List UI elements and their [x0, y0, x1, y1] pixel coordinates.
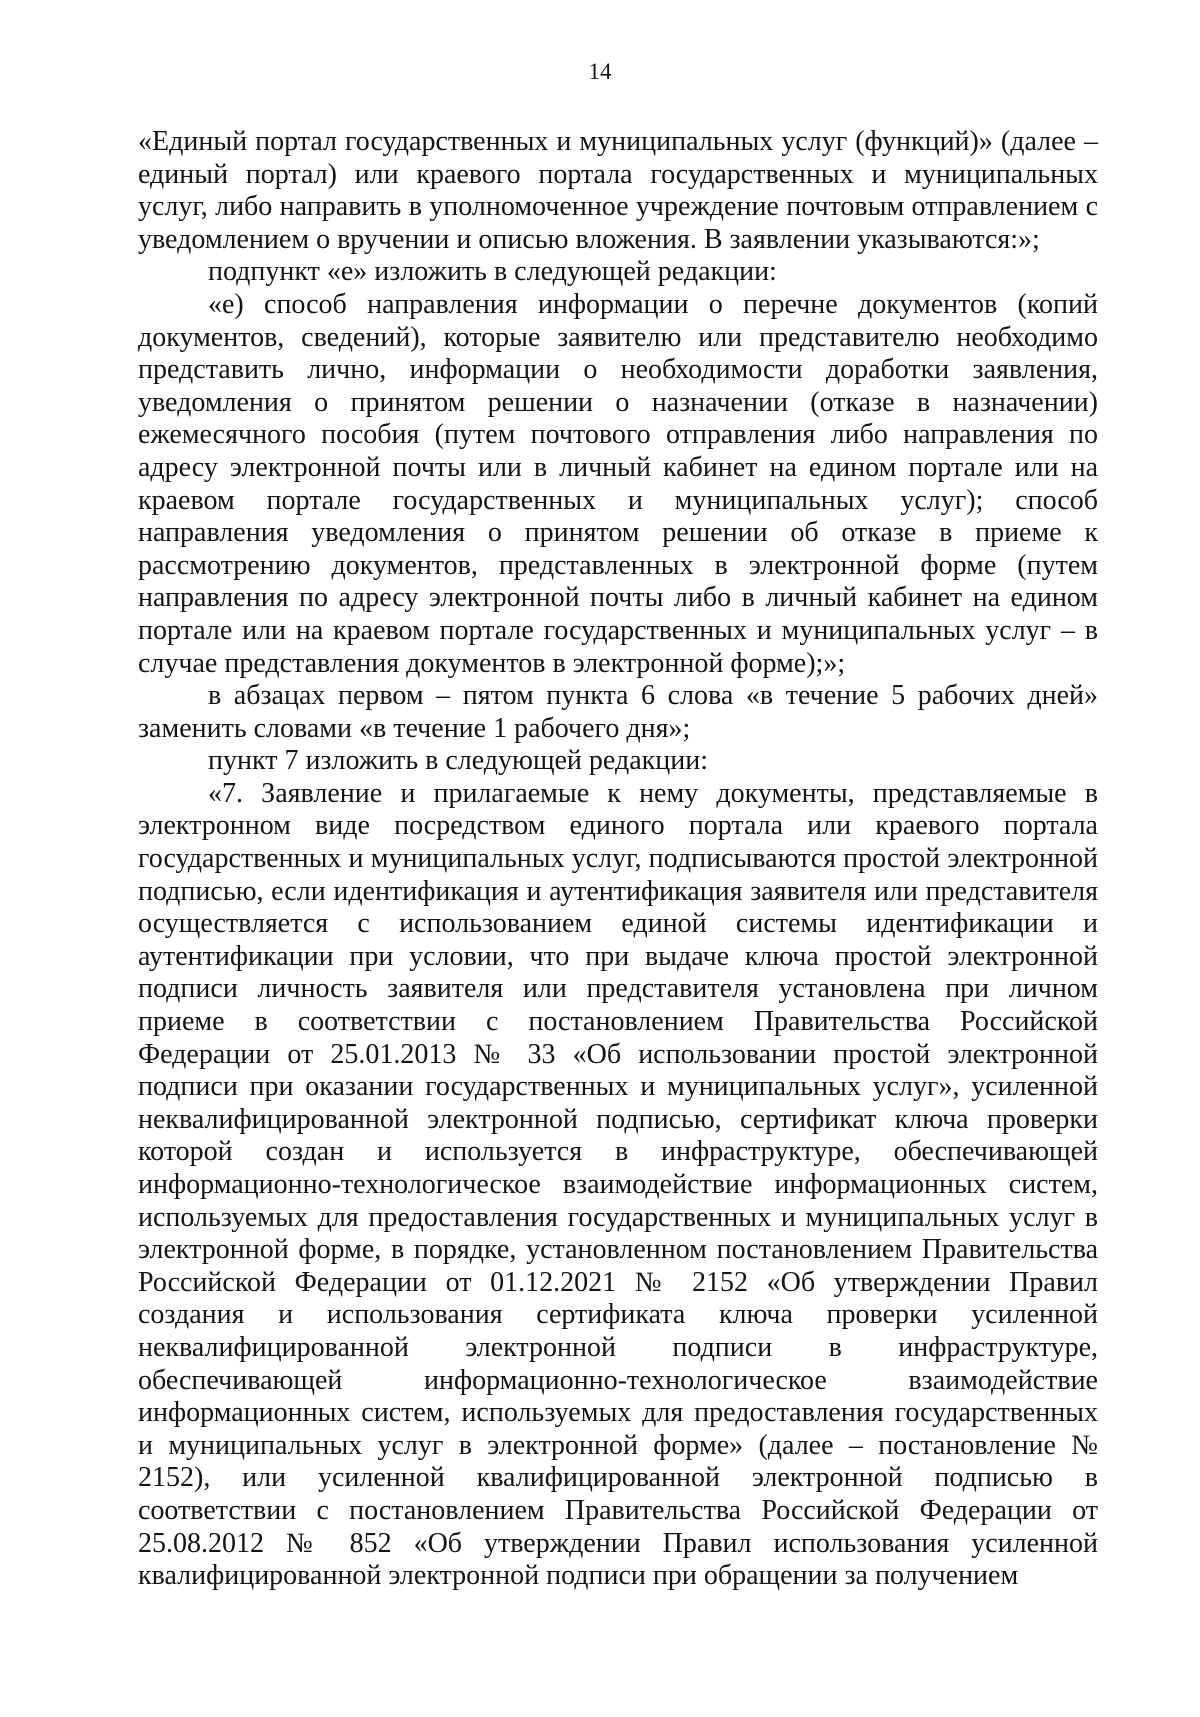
paragraph-item-7-text: «7. Заявление и прилагаемые к нему документы, представляемые в электронном виде посредством единого портала или краевого портала государственных и муниципальных услуг, подписываются простой электронной подписью, если идентификация и аутентификация заявителя или представителя осуществляется с использованием единой системы идентификации и аутентификации при условии, что при выдаче ключа простой электронной подписи личность заявителя или представителя установлена при личном приеме в соответствии с постановлением Правительства Российской Федерации от 25.01.2013 № 33 «Об использовании простой электронной подписи при оказании государственных и муниципальных услуг», усиленной неквалифицированной электронной подписью, сертификат ключа проверки которой создан и используется в инфраструктуре, обеспечивающей информационно-технологическое взаимодействие информационных систем, используемых для предоставления государственных и муниципальных услуг в электронной форме, в порядке, установленном постановлением Правительства Российской Федерации от 01.12.2021 № 2152 «Об утверждении Правил создания и использования сертификата ключа проверки усиленной неквалифицированной электронной подписи в инфраструктуре, обеспечивающей информационно-технологическое взаимодействие информационных систем, используемых для предоставления государственных и муниципальных услуг в электронной форме» (далее – постановление № 2152), или усиленной квалифицированной электронной подписью в соответствии с постановлением Правительства Российской Федерации от 25.08.2012 № 852 «Об утверждении Правил использования усиленной квалифицированной электронной подписи при обращении за получением	[138, 777, 1098, 1592]
paragraph-item-7-instruction: пункт 7 изложить в следующей редакции:	[208, 745, 708, 777]
paragraph-portal-continuation: «Единый портал государственных и муниципальных услуг (функций)» (далее – единый портал) или краевого портала государственных и муниципальных услуг, либо направить в уполномоченное учреждение почтовым отправлением с уведомлением о вручении и описью вложения. В заявлении указываются:»;	[138, 126, 1098, 255]
paragraph-subitem-e-instruction: подпункт «е» изложить в следующей редакции:	[208, 256, 777, 288]
paragraph-item-6-amendment: в абзацах первом – пятом пункта 6 слова «в течение 5 рабочих дней» заменить словами «в течение 1 рабочего дня»;	[138, 680, 1098, 744]
page-number: 14	[588, 59, 612, 84]
document-body	[138, 126, 1098, 1593]
paragraph-subitem-e-text: «е) способ направления информации о перечне документов (копий документов, сведений), которые заявителю или представителю необходимо представить лично, информации о необходимости доработки заявления, уведомления о принятом решении о назначении (отказе в назначении) ежемесячного пособия (путем почтового отправления либо направления по адресу электронной почты или в личный кабинет на едином портале или на краевом портале государственных и муниципальных услуг); способ направления уведомления о принятом решении об отказе в приеме к рассмотрению документов, представленных в электронной форме (путем направления по адресу электронной почты либо в личный кабинет на едином портале или на краевом портале государственных и муниципальных услуг – в случае представления документов в электронной форме);»;	[138, 288, 1098, 679]
